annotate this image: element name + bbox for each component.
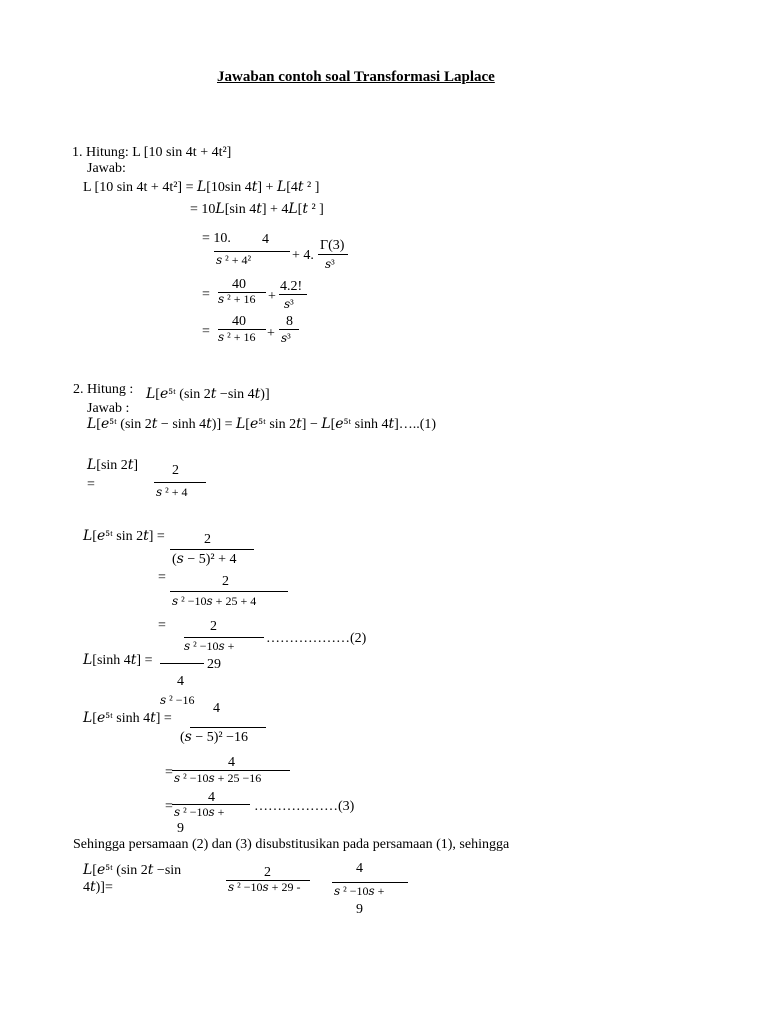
problem-2-line-1: 𝐿[𝑒⁵ᵗ (sin 2𝑡 − sinh 4𝑡)] = 𝐿[𝑒⁵ᵗ sin 2𝑡] − 𝐿[𝑒⁵ᵗ sinh 4𝑡]…..(1) [87,417,437,432]
problem-1-question: 1. Hitung: L [10 sin 4t + 4t²] [72,145,232,160]
fraction-bar [170,591,288,592]
fraction-numerator: 40 [232,277,246,292]
sin2t-label: 𝐿[sin 2𝑡] [87,458,139,473]
fraction-numerator: 2 [204,532,211,547]
equation-3-dots: ………………(3) [254,799,355,814]
fraction-bar [170,549,254,550]
problem-1-line-4-prefix: = [202,287,210,302]
fraction-numerator: 2 [172,463,179,478]
fraction-denominator: 𝑠 ² + 16 [218,330,256,344]
fraction-numerator: 2 [210,619,217,634]
problem-1-line-3-plus: + 4. [292,248,314,263]
e5t-sinh4t-label: 𝐿[𝑒⁵ᵗ sinh 4𝑡] = [83,711,172,726]
fraction-bar [190,727,266,728]
fraction-denominator: (𝑠 − 5)² + 4 [172,552,237,567]
fraction-bar [332,882,408,883]
final-fraction-2-numerator: 4 [356,861,363,876]
final-fraction-2-9: 9 [356,902,363,917]
fraction-bar [154,482,206,483]
conclusion-text: Sehingga persamaan (2) dan (3) disubstitusikan pada persamaan (1), sehingga [73,837,510,852]
fraction-numerator: 4 [262,232,269,247]
fraction-numerator: 40 [232,314,246,329]
fraction-denominator: (𝑠 − 5)² −16 [180,730,248,745]
fraction-denominator: 𝑠 ² −16 [160,693,195,707]
fraction-numerator: 2 [222,574,229,589]
final-label-line-2: 4𝑡)]= [83,880,113,895]
problem-1-line-3-prefix: = 10. [202,231,231,246]
fraction-bar [214,251,290,252]
problem-2-jawab: Jawab : [87,401,130,416]
fraction-numerator: 8 [286,314,293,329]
problem-1-line-5-plus: + [267,326,275,341]
fraction-numerator: Γ(3) [320,238,345,253]
problem-2-label: 2. Hitung : [73,382,134,397]
final-fraction-2-denominator: 𝑠 ² −10𝑠 + [334,884,385,898]
problem-1-line-5-prefix: = [202,324,210,339]
fraction-denominator: 𝑠 ² + 4² [216,253,252,267]
fraction-denominator: 𝑠 ² + 16 [218,292,256,306]
fraction-denominator: 𝑠 ² −10𝑠 + 25 −16 [174,771,262,785]
final-fraction-1-numerator: 2 [264,865,271,880]
final-label-line-1: 𝐿[𝑒⁵ᵗ (sin 2𝑡 −sin [83,863,182,878]
sinh4t-29: 29 [207,657,221,672]
fraction-numerator: 4.2! [280,279,303,294]
fraction-bar [160,663,204,664]
e5t-sin2t-equals-3: = [158,618,166,633]
problem-2-expression: 𝐿[𝑒⁵ᵗ (sin 2𝑡 −sin 4𝑡)] [146,387,270,402]
fraction-bar [279,294,307,295]
sinh4t-label: 𝐿[sinh 4𝑡] = [83,653,153,668]
problem-1-jawab: Jawab: [87,161,126,176]
e5t-sinh4t-equals-3: = [165,799,173,814]
fraction-denominator: 𝑠³ [325,257,335,271]
fraction-bar [184,637,264,638]
fraction-denominator: 𝑠 ² −10𝑠 + [174,805,225,819]
fraction-denominator: 𝑠 ² −10𝑠 + [184,639,235,653]
fraction-numerator: 4 [213,701,220,716]
fraction-denominator: 𝑠 ² −10𝑠 + 25 + 4 [172,594,257,608]
e5t-sinh4t-equals-2: = [165,765,173,780]
final-fraction-1-denominator: 𝑠 ² −10𝑠 + 29 - [228,880,301,894]
e5t-sin2t-equals-2: = [158,570,166,585]
fraction-bar [279,329,299,330]
fraction-denominator: 𝑠³ [284,297,294,311]
problem-1-line-4-plus: + [268,289,276,304]
fraction-bar [318,254,348,255]
e5t-sinh4t-9: 9 [177,821,184,836]
fraction-numerator: 4 [228,755,235,770]
fraction-numerator: 4 [177,674,184,689]
problem-1-line-2: = 10𝐿[sin 4𝑡] + 4𝐿[𝑡 ² ] [190,202,324,217]
fraction-denominator: 𝑠 ² + 4 [156,485,188,499]
fraction-denominator: 𝑠³ [281,331,291,345]
equation-2-dots: ………………(2) [266,631,367,646]
problem-1-line-1: L [10 sin 4t + 4t²] = 𝐿[10sin 4𝑡] + 𝐿[4𝑡 ² ] [83,180,320,195]
fraction-numerator: 4 [208,790,215,805]
e5t-sin2t-label: 𝐿[𝑒⁵ᵗ sin 2𝑡] = [83,529,165,544]
sin2t-equals: = [87,477,95,492]
document-title: Jawaban contoh soal Transformasi Laplace [217,69,495,85]
